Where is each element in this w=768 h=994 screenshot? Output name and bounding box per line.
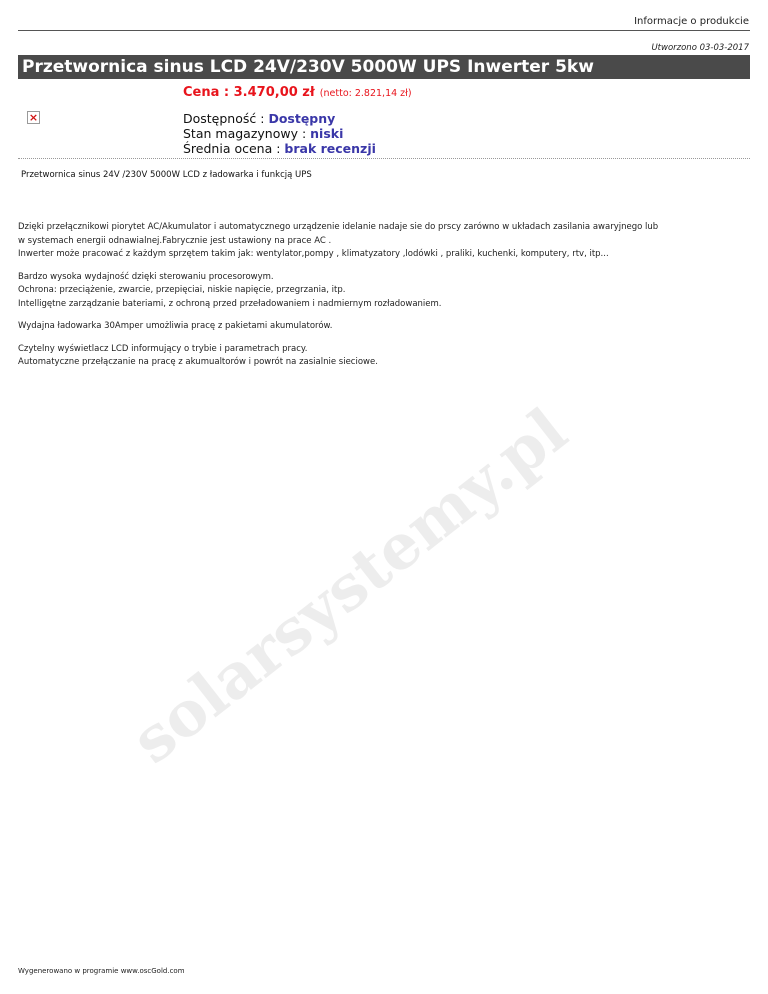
broken-image-icon: × [28, 111, 39, 124]
rating-row [183, 141, 376, 156]
description-line: Czytelny wyświetlacz LCD informujący o trybie i parametrach pracy. [18, 343, 308, 354]
product-description [18, 221, 750, 379]
description-paragraph [18, 271, 750, 312]
watermark: solarsystemy.pl [118, 393, 581, 778]
availability-row [183, 111, 376, 126]
price-net: (netto: 2.821,14 zł) [319, 88, 412, 99]
description-line: w systemach energii odnawialnej.Fabrycznie jest ustawiony na prace AC . [18, 235, 332, 246]
description-line: Dzięki przełącznikowi piorytet AC/Akumulator i automatycznego urządzenie idelanie nadaje sie do prscy zarówno w układach zasilania awaryjnego lub [18, 222, 659, 232]
availability-value: Dostępny [268, 111, 336, 126]
rating-label: Średnia ocena : [183, 141, 285, 156]
description-line: Ochrona: przeciążenie, zwarcie, przepięciai, niskie napięcie, przegrzania, itp. [18, 285, 346, 295]
product-title: Przetwornica sinus LCD 24V/230V 5000W UPS Inwerter 5kw [18, 55, 750, 79]
product-info [183, 111, 376, 156]
created-date: Utworzono 03-03-2017 [651, 43, 749, 53]
description-line: Bardzo wysoka wydajność dzięki sterowaniu procesorowym. [18, 271, 274, 282]
stock-label: Stan magazynowy : [183, 126, 311, 141]
description-paragraph [18, 320, 750, 334]
description-paragraph [18, 343, 750, 370]
price-row [183, 81, 412, 100]
stock-value: niski [310, 126, 344, 141]
header-rule [18, 30, 750, 31]
stock-row [183, 126, 376, 141]
footer-note: Wygenerowano w programie www.oscGold.com [18, 967, 185, 975]
description-line: Inwerter może pracować z każdym sprzętem takim jak: wentylator,pompy , klimatyzatory ,lodówki , praliki, kuchenki, komputery, rtv, itp... [18, 249, 609, 259]
availability-label: Dostępność : [183, 111, 269, 126]
price-gross: Cena : 3.470,00 zł [183, 85, 315, 100]
product-subtitle: Przetwornica sinus 24V /230V 5000W LCD z ładowarka i funkcją UPS [21, 170, 312, 180]
dotted-divider [18, 158, 750, 159]
rating-value[interactable]: brak recenzji [284, 141, 376, 156]
description-line: Intelligętne zarządzanie bateriami, z ochroną przed przeładowaniem i nadmiernym rozładowaniem. [18, 298, 442, 309]
description-line: Wydajna ładowarka 30Amper umożliwia pracę z pakietami akumulatorów. [18, 321, 333, 331]
description-line: Automatyczne przełączanie na pracę z akumualtorów i powrót na zasialnie sieciowe. [18, 357, 378, 367]
header-label: Informacje o produkcie [634, 16, 749, 27]
description-paragraph [18, 221, 750, 262]
